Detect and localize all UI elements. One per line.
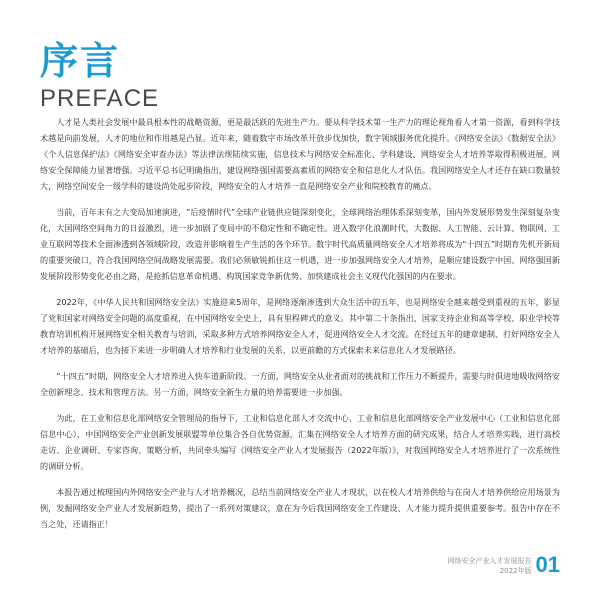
paragraph-3: 2022年，《中华人民共和国网络安全法》实施迎来5周年，是网络逐渐渗透到大众生活中的五年，也是网络安全越来越受到重视的五年，影显了党和国家对网络安全问题的高度重视，在中国网络安全史上，具有里程碑式的意义。其中第二十条指出，国家支持企业和高等学校、职业学校等教育培训机构开展网络安全相关教育与培训，采取多种方式培养网络安全人才，促进网络安全人才交流。在经过五年的建章建制、打好网络安全人才培养的基础后，也为接下来进一步明确人才培养和行业发展的关系，以更前瞻的方式探索未来信息化人才发展路径。 [40,297,560,355]
page-title: 序言 [40,39,121,83]
paragraph-5: 为此，在工业和信息化部网络安全管理局的指导下，工业和信息化部人才交流中心、工业和信息化部网络安全产业发展中心（工业和信息化部信息中心）、中国网络安全产业创新发展联盟等单位集合各自优势资源，汇集在网络安全人才培养方面的研究成果，结合人才培养实践，进行高校走访、企业调研、专家咨询、策略分析，共同牵头编写《网络安全产业人才发展报告（2022年版）》，对我国网络安全人才培养进行了一次系统性的调研分析。 [40,413,560,471]
preface-body [40,114,560,542]
footer-year-edition: 2022年版 [499,567,532,575]
footer-report-title: 网络安全产业人才发展报告 [447,557,532,565]
page-number: 01 [535,552,560,577]
page-footer [448,554,560,576]
paragraph-4: “十四五”时期，网络安全人才培养进入快车道新阶段。一方面，网络安全从业者面对的挑战和工作压力不断提升，需要与时俱进地吸收网络安全创新理念、技术和管理方法。另一方面，网络安全新生力量的培养需要进一步加强。 [40,371,560,397]
paragraph-6: 本报告通过梳理国内外网络安全产业与人才培养概况，总结当前网络安全产业人才现状，以在校人才培养供给与在岗人才培养供给应用场景为例，发掘网络安全产业人才发展新趋势，提出了一系列对策建议，意在为今后我国网络安全工作建设、人才能力提升提供重要参考。报告中存在不当之处，还请指正！ [40,487,560,529]
paragraph-2: 当前，百年未有之大变局加速演进，“后疫情时代”全球产业链供应链深刻变化，全球网络治理体系深刻变革，国内外发展形势发生深刻复杂变化，大国网络空间角力的日益激烈，进一步加剧了变局中的不稳定性和不确定性。进入数字化浪潮时代，大数据、人工智能、云计算、物联网、工业互联网等技术全面渗透到各领域阶段，改造并影响着生产生活的各个环节。数字时代高质量网络安全人才培养将成为“十四五”时期育先机开新局的重要突破口，符合我国网络空间战略发展需要。我们必须敏锐抓住这一机遇，进一步加强网络安全人才培养，是顺应建设数字中国、网络强国新发展阶段形势变化必由之路，是抢抓信息革命机遇、构筑国家竞争新优势、加快建成社会主义现代化强国的内在要求。 [40,207,560,281]
title-block [40,40,159,114]
footer-text [448,556,532,576]
page-subtitle: PREFACE [40,85,160,112]
paragraph-1: 人才是人类社会发展中最具根本性的战略资源，更是最活跃的先进生产力。要从科学技术第一生产力的理论视角看人才第一资源，看到科学技术越是向前发展，人才的地位和作用越是凸显。近年来，随着数字市场改革开放步伐加快，数字领域服务优化提升。《网络安全法》《数据安全法》《个人信息保护法》《网络安全审查办法》等法律法规陆续实施，信息技术与网络安全标准化、学科建设、网络安全人才培养等取得积极进展，网络安全保障能力显著增强。习近平总书记明确指出，建设网络强国需要高素质的网络安全和信息化人才队伍。我国网络安全人才还存在缺口数量较大，网络空间安全一级学科的建设尚处起步阶段，网络安全的人才培养一直是网络安全产业和院校教育的痛点。 [40,117,560,191]
